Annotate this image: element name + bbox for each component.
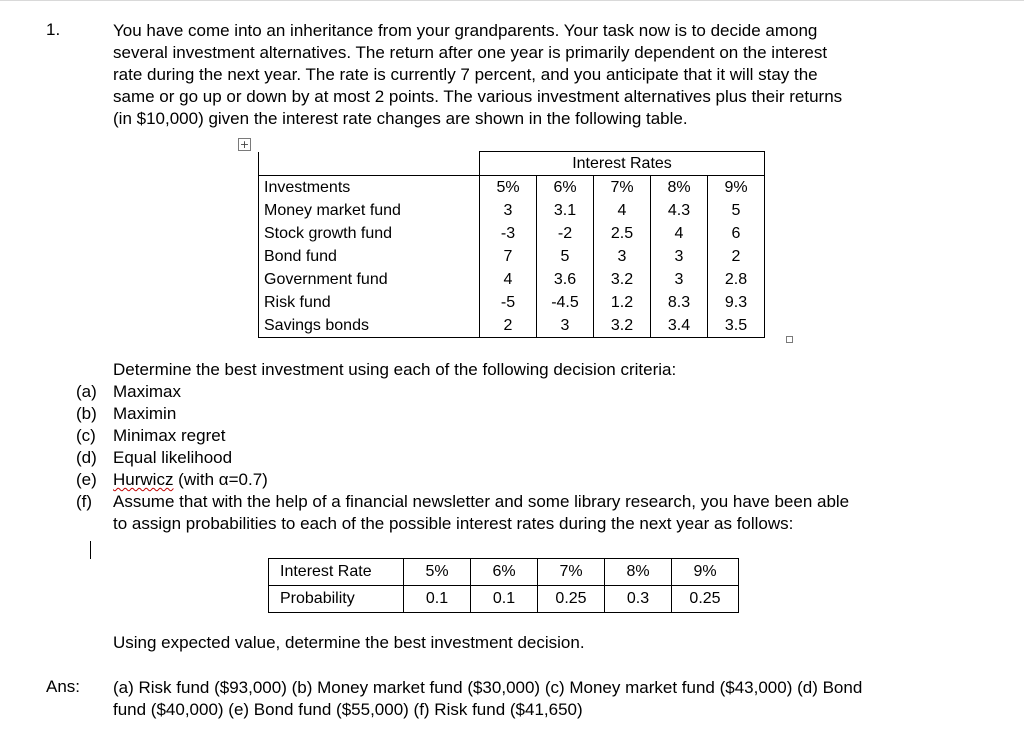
return-cell: 3.4 [651, 314, 708, 338]
answer-text [113, 677, 973, 721]
criterion-text: Maximax [113, 382, 182, 401]
return-cell: -3 [480, 222, 537, 245]
criterion-label: (d) [76, 448, 97, 467]
problem-line: several investment alternatives. The return after one year is primarily dependent on the interest [113, 43, 828, 62]
problem-line: same or go up or down by at most 2 points. The various investment alternatives plus their returns [113, 87, 843, 106]
table-column-header-row [259, 176, 765, 200]
investment-name: Bond fund [259, 245, 480, 268]
return-cell: 7 [480, 245, 537, 268]
table-row [259, 314, 765, 338]
problem-number: 1. [46, 20, 61, 39]
criterion-text: Equal likelihood [113, 448, 233, 467]
return-cell: 4 [594, 199, 651, 222]
criterion-label: (a) [76, 382, 97, 401]
criterion-continuation: to assign probabilities to each of the possible interest rates during the next year as follows: [113, 514, 794, 533]
investment-name: Risk fund [259, 291, 480, 314]
investment-name: Money market fund [259, 199, 480, 222]
rate-column-header: 7% [594, 176, 651, 200]
return-cell: 6 [708, 222, 765, 245]
return-cell: 5 [708, 199, 765, 222]
return-cell: -2 [537, 222, 594, 245]
probability-cell: 0.25 [672, 586, 739, 613]
return-cell: -4.5 [537, 291, 594, 314]
probability-label: Probability [269, 586, 404, 613]
rate-cell: 8% [605, 559, 672, 586]
criterion-text: (with α=0.7) [173, 470, 268, 489]
criterion-item [76, 469, 849, 491]
return-cell: 3 [537, 314, 594, 338]
answer-label: Ans: [46, 677, 81, 696]
answer-line: (a) Risk fund ($93,000) (b) Money market fund ($30,000) (c) Money market fund ($43,000) (d) Bond [113, 678, 863, 697]
probability-cell: 0.3 [605, 586, 672, 613]
table-row [259, 222, 765, 245]
return-cell: 3.1 [537, 199, 594, 222]
return-cell: 3.2 [594, 268, 651, 291]
probability-row [269, 586, 739, 613]
rate-cell: 7% [538, 559, 605, 586]
return-cell: 4 [651, 222, 708, 245]
expected-value-instruction: Using expected value, determine the best investment decision. [113, 633, 585, 652]
table-row [259, 268, 765, 291]
spellcheck-flagged-word[interactable]: Hurwicz [113, 470, 174, 489]
return-cell: 4 [480, 268, 537, 291]
table-resize-handle[interactable] [786, 336, 793, 343]
return-cell: -5 [480, 291, 537, 314]
return-cell: 2 [480, 314, 537, 338]
criterion-item [76, 403, 849, 425]
investment-name: Government fund [259, 268, 480, 291]
criterion-label: (f) [76, 492, 93, 511]
rate-cell: 9% [672, 559, 739, 586]
return-cell: 3.2 [594, 314, 651, 338]
criterion-text: Maximin [113, 404, 177, 423]
criterion-item [76, 447, 849, 469]
criterion-label: (e) [76, 470, 97, 489]
investment-name: Stock growth fund [259, 222, 480, 245]
return-cell: 3.6 [537, 268, 594, 291]
rate-column-header: 6% [537, 176, 594, 200]
return-cell: 2.5 [594, 222, 651, 245]
problem-line: You have come into an inheritance from your grandparents. Your task now is to decide among [113, 21, 818, 40]
interest-rates-header: Interest Rates [480, 152, 765, 176]
table-move-handle-icon[interactable]: + [239, 138, 250, 151]
return-cell: 4.3 [651, 199, 708, 222]
decision-criteria-list [76, 359, 849, 535]
answer-line: fund ($40,000) (e) Bond fund ($55,000) (f) Risk fund ($41,650) [113, 700, 583, 719]
criterion-item [76, 381, 849, 403]
table-group-header-row [259, 152, 765, 176]
return-cell: 3 [480, 199, 537, 222]
table-row [259, 245, 765, 268]
probability-table [268, 558, 739, 613]
criterion-label: (b) [76, 404, 97, 423]
problem-line: (in $10,000) given the interest rate changes are shown in the following table. [113, 109, 688, 128]
interest-rate-label: Interest Rate [269, 559, 404, 586]
return-cell: 9.3 [708, 291, 765, 314]
table-row [259, 199, 765, 222]
criterion-label: (c) [76, 426, 96, 445]
problem-statement [113, 20, 933, 130]
return-cell: 1.2 [594, 291, 651, 314]
rate-column-header: 5% [480, 176, 537, 200]
criterion-item [76, 491, 849, 513]
probability-cell: 0.1 [471, 586, 538, 613]
return-cell: 5 [537, 245, 594, 268]
rate-cell: 6% [471, 559, 538, 586]
investment-returns-table [258, 151, 765, 338]
rate-column-header: 8% [651, 176, 708, 200]
return-cell: 3 [651, 268, 708, 291]
return-cell: 3 [594, 245, 651, 268]
problem-line: rate during the next year. The rate is currently 7 percent, and you anticipate that it will stay the [113, 65, 818, 84]
probability-cell: 0.1 [404, 586, 471, 613]
interest-rate-row [269, 559, 739, 586]
return-cell: 2 [708, 245, 765, 268]
rate-column-header: 9% [708, 176, 765, 200]
return-cell: 2.8 [708, 268, 765, 291]
top-border-line [0, 0, 1024, 1]
return-cell: 3.5 [708, 314, 765, 338]
text-cursor [90, 541, 91, 559]
investment-name: Savings bonds [259, 314, 480, 338]
criterion-item [76, 425, 849, 447]
investments-header: Investments [259, 176, 480, 200]
criterion-text: Assume that with the help of a financial newsletter and some library research, you have been able [113, 492, 850, 511]
table-corner-cell [259, 152, 480, 176]
rate-cell: 5% [404, 559, 471, 586]
criteria-intro: Determine the best investment using each of the following decision criteria: [113, 360, 677, 379]
probability-cell: 0.25 [538, 586, 605, 613]
return-cell: 3 [651, 245, 708, 268]
criterion-text: Minimax regret [113, 426, 226, 445]
return-cell: 8.3 [651, 291, 708, 314]
table-row [259, 291, 765, 314]
